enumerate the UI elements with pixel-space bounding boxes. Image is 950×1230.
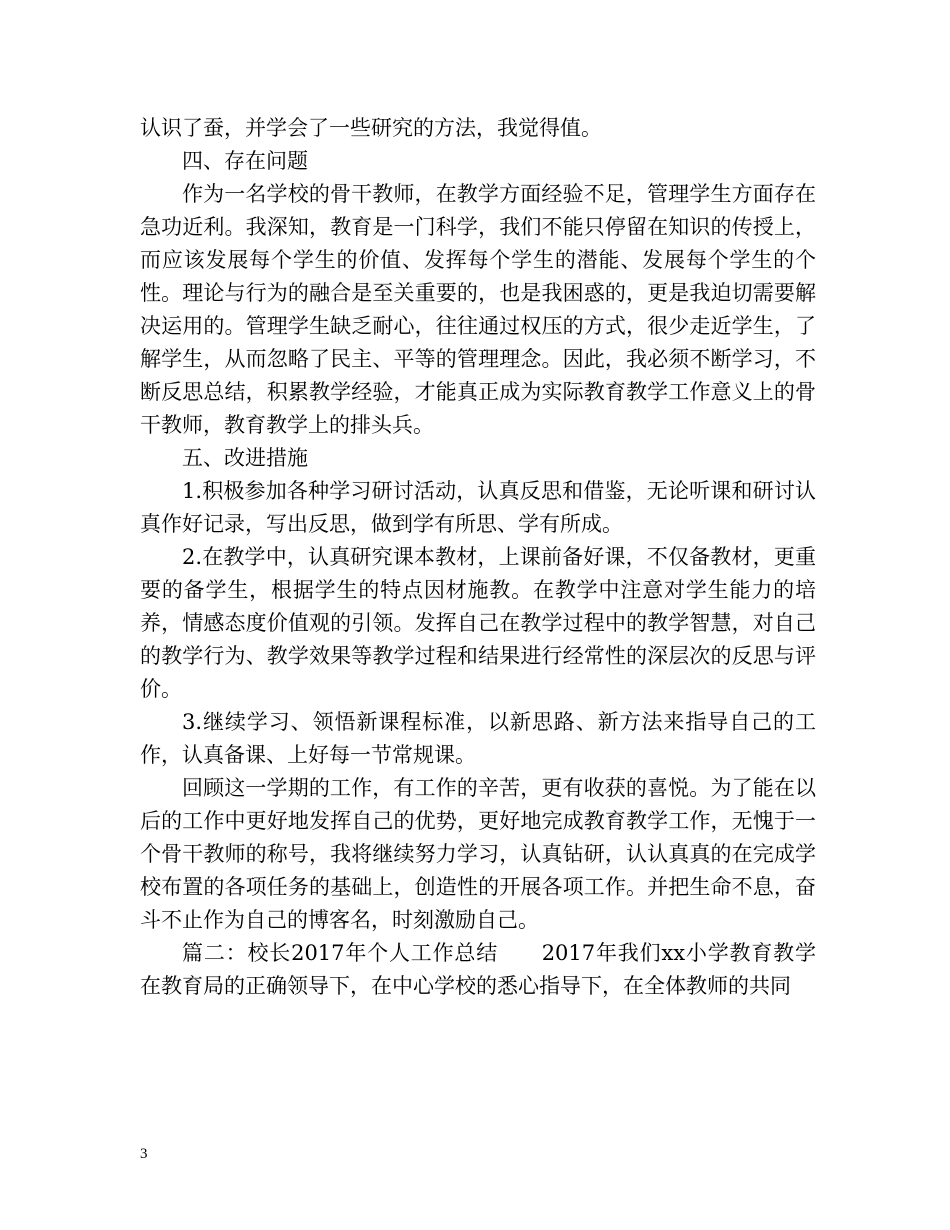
paragraph-review: 回顾这一学期的工作，有工作的辛苦，更有收获的喜悦。为了能在以后的工作中更好地发挥自己的优势，更好地完成教育教学工作，无愧于一个骨干教师的称号，我将继续努力学习，认真钻研，认认真真的在完成学校布置的各项任务的基础上，创造性的开展各项工作。并把生命不息，奋斗不止作为自己的博客名，时刻激励自己。 <box>140 776 816 932</box>
paragraph-part-two: 篇二：校长2017年个人工作总结 2017年我们xx小学教育教学在教育局的正确领导下，在中心学校的悉心指导下，在全体教师的共同 <box>140 941 816 998</box>
document-body <box>140 112 816 1003</box>
paragraph-measure-1: 1.积极参加各种学习研讨活动，认真反思和借鉴，无论听课和研讨认真作好记录，写出反思，做到学有所思、学有所成。 <box>140 479 816 536</box>
page-number: 3 <box>140 1146 148 1162</box>
section-heading-problems: 四、存在问题 <box>182 149 308 173</box>
section-heading-measures: 五、改进措施 <box>182 446 308 470</box>
paragraph-measure-2: 2.在教学中，认真研究课本教材，上课前备好课，不仅备教材，更重要的备学生，根据学生的特点因材施教。在教学中注意对学生能力的培养，情感态度价值观的引领。发挥自己在教学过程中的教学智慧，对自己的教学行为、教学效果等教学过程和结果进行经常性的深层次的反思与评价。 <box>140 545 816 701</box>
paragraph-measure-3: 3.继续学习、领悟新课程标准，以新思路、新方法来指导自己的工作，认真备课、上好每一节常规课。 <box>140 710 816 767</box>
paragraph-problems: 作为一名学校的骨干教师，在教学方面经验不足，管理学生方面存在急功近利。我深知，教育是一门科学，我们不能只停留在知识的传授上，而应该发展每个学生的价值、发挥每个学生的潜能、发展每个学生的个性。理论与行为的融合是至关重要的，也是我困惑的，更是我迫切需要解决运用的。管理学生缺乏耐心，往往通过权压的方式，很少走近学生，了解学生，从而忽略了民主、平等的管理理念。因此，我必须不断学习，不断反思总结，积累教学经验，才能真正成为实际教育教学工作意义上的骨干教师，教育教学上的排头兵。 <box>140 182 816 437</box>
continuation-text: 认识了蚕，并学会了一些研究的方法，我觉得值。 <box>140 116 602 140</box>
